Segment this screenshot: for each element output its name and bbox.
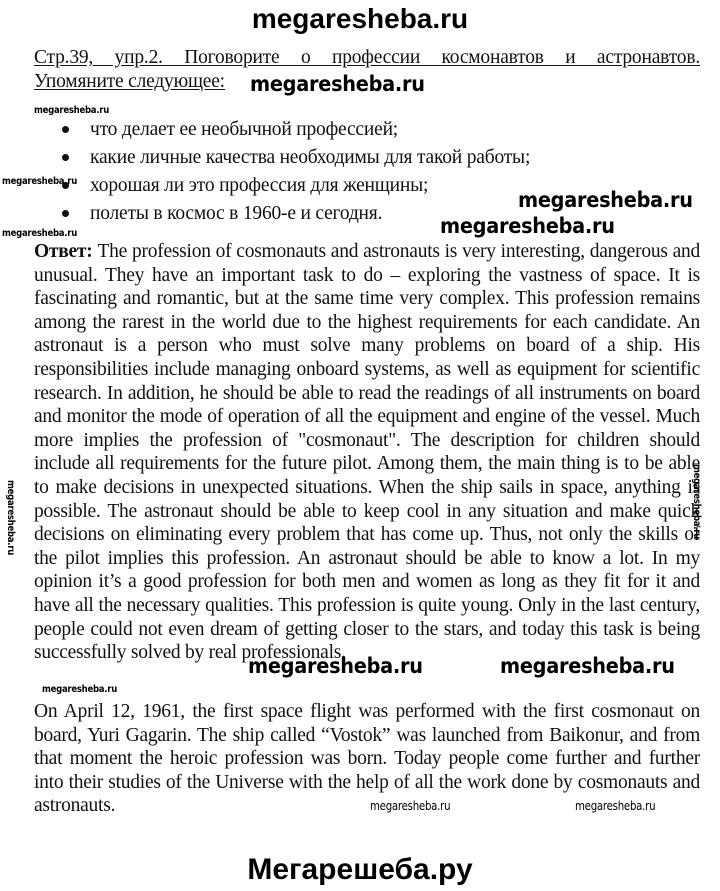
bullet-icon bbox=[62, 126, 69, 133]
bullet-text: полеты в космос в 1960-е и сегодня. bbox=[90, 203, 383, 224]
watermark: megaresheba.ru bbox=[518, 188, 693, 212]
watermark: megaresheba.ru bbox=[2, 228, 77, 239]
site-header-logo: megaresheba.ru bbox=[251, 3, 469, 34]
watermark: megaresheba.ru bbox=[2, 176, 77, 187]
task-title-line-2: Упомяните следующее: bbox=[34, 70, 225, 92]
bullet-icon bbox=[62, 210, 69, 217]
watermark: megaresheba.ru bbox=[42, 684, 117, 695]
watermark: megaresheba.ru bbox=[248, 654, 423, 678]
watermark: megaresheba.ru bbox=[250, 72, 425, 96]
watermark: megaresheba.ru bbox=[500, 654, 675, 678]
bullet-text: что делает ее необычной профессией; bbox=[90, 119, 399, 140]
history-paragraph: On April 12, 1961, the first space flight was performed with the first cosmonaut on board, Yuri Gagarin. The ship called “Vostok” was launched from Baikonur, and from that moment the heroic profession was born. Today people come further and further into their studies of the Universe with the help of all the work done by cosmonauts and astronauts. bbox=[34, 701, 700, 817]
answer-text: The profession of cosmonauts and astronauts is very interesting, dangerous and unusual. They have an important task to do – exploring the vastness of space. It is fascinating and romantic, but at the same time very complex. This profession remains among the rarest in the world due to the highest requirements for each candidate. An astronaut is a person who must solve many problems on board of a ship. His responsibilities include managing onboard systems, as well as equipment for scientific research. In addition, he should be able to read the readings of all instruments on board and monitor the mode of operation of all the equipment and engine of the vessel. Much more implies the profession of "cosmonaut". The description for children should include all requirements for the future pilot. Among them, the main thing is to be able to make decisions in unexpected situations. When the ship sails in space, anything is possible. The astronaut should be able to keep cool in any situation and make quick decisions on eliminating every problem that has come up. Thus, not only the skills of the pilot implies this profession. An astronaut should be able to know a lot. In my opinion it’s a good profession for both men and women as long as they fit for it and have all the necessary qualities. This profession is quite young. Only in the last century, people could not even dream of getting closer to the stars, and today this task is being successfully solved by real professionals. bbox=[34, 241, 701, 664]
watermark: megaresheba.ru bbox=[5, 480, 16, 555]
site-footer-logo: Мегарешеба.ру bbox=[247, 853, 473, 886]
bullet-text: какие личные качества необходимы для такой работы; bbox=[90, 147, 531, 168]
bullet-item bbox=[60, 146, 530, 174]
answer-label: Ответ: bbox=[34, 241, 93, 262]
answer-paragraph bbox=[34, 240, 700, 665]
bullet-item bbox=[60, 118, 530, 146]
watermark: megaresheba.ru bbox=[575, 799, 656, 813]
watermark: megaresheba.ru bbox=[370, 799, 451, 813]
watermark: megaresheba.ru bbox=[691, 464, 702, 539]
bullet-icon bbox=[62, 154, 69, 161]
bullet-text: хорошая ли это профессия для женщины; bbox=[90, 175, 429, 196]
watermark: megaresheba.ru bbox=[34, 105, 109, 116]
watermark: megaresheba.ru bbox=[440, 214, 615, 238]
task-title-line-1: Стр.39, упр.2. Поговорите о профессии космонавтов и астронавтов. bbox=[34, 47, 700, 68]
bullet-item bbox=[60, 174, 530, 202]
